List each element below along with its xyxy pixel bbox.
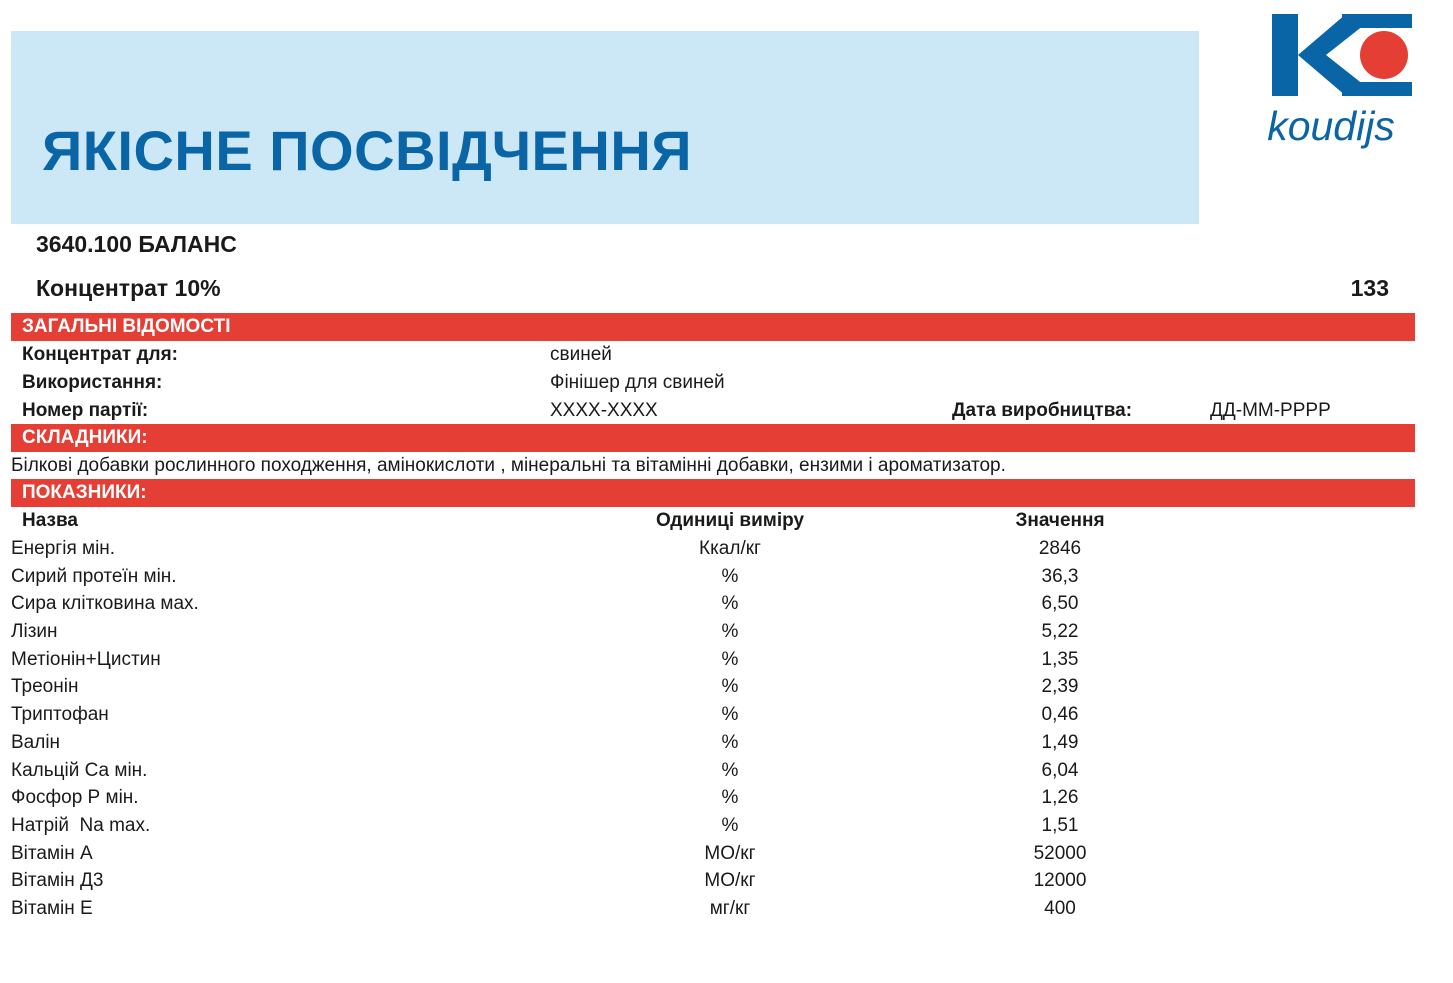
indicator-unit: МО/кг	[704, 842, 756, 864]
indicator-unit: %	[721, 814, 739, 836]
indicator-unit: %	[721, 759, 739, 781]
table-row	[0, 646, 1453, 674]
indicator-unit: %	[721, 676, 739, 698]
table-row	[0, 784, 1453, 812]
indicator-value: 12000	[1033, 870, 1087, 892]
indicator-unit: %	[721, 704, 739, 726]
column-header-name: Назва	[22, 510, 78, 531]
indicator-name: Вітамін А	[11, 842, 93, 864]
production-date-value: ДД-ММ-РРРР	[1210, 400, 1331, 421]
batch-value: XXXX-XXXX	[550, 400, 658, 421]
table-row	[0, 895, 1453, 923]
section-indicators-header: ПОКАЗНИКИ:	[11, 479, 1415, 507]
indicator-unit: %	[721, 593, 739, 615]
column-header-unit: Одиниці виміру	[655, 510, 805, 531]
indicator-value: 5,22	[1041, 621, 1079, 643]
indicator-name: Енергія мін.	[11, 538, 116, 559]
product-number: 133	[1350, 275, 1389, 301]
indicator-name: Триптофан	[11, 704, 109, 726]
section-ingredients-header: СКЛАДНИКИ:	[11, 424, 1415, 452]
indicator-value: 2,39	[1041, 676, 1079, 698]
indicator-unit: Ккал/кг	[699, 538, 761, 559]
indicator-value: 400	[1044, 897, 1076, 919]
product-code: 3640.100 БАЛАНС	[36, 231, 237, 257]
table-row	[0, 757, 1453, 785]
indicator-value: 2846	[1038, 538, 1082, 559]
table-row	[0, 618, 1453, 646]
table-row	[0, 729, 1453, 757]
indicator-value: 52000	[1033, 842, 1087, 864]
table-row	[0, 812, 1453, 840]
logo-wordmark: koudijs	[1267, 103, 1395, 149]
concentrate-for-label: Концентрат для:	[22, 344, 179, 365]
indicator-unit: %	[721, 731, 739, 753]
batch-label: Номер партії:	[22, 400, 149, 421]
indicator-name: Сирий протеїн мін.	[11, 565, 177, 587]
logo-mark-icon	[1246, 10, 1416, 102]
indicator-name: Фосфор Р мін.	[11, 787, 139, 809]
info-row-batch	[0, 397, 1453, 425]
indicator-name: Кальцій Са мін.	[11, 759, 148, 781]
indicator-name: Натрій Na max.	[11, 814, 151, 836]
indicator-value: 1,35	[1041, 648, 1079, 670]
indicator-value: 1,49	[1041, 731, 1079, 753]
info-row-usage	[0, 369, 1453, 397]
indicator-value: 0,46	[1041, 704, 1079, 726]
concentrate-for-value: свиней	[550, 344, 612, 365]
usage-label: Використання:	[22, 372, 163, 393]
table-row	[0, 701, 1453, 729]
koudijs-logo	[1246, 10, 1416, 155]
indicator-value: 6,50	[1041, 593, 1079, 615]
section-general-header: ЗАГАЛЬНІ ВІДОМОСТІ	[11, 313, 1415, 341]
document-title: ЯКІСНЕ ПОСВІДЧЕННЯ	[42, 119, 693, 182]
indicator-name: Метіонін+Цистин	[11, 648, 161, 670]
indicator-name: Треонін	[11, 676, 79, 698]
indicator-name: Вітамін Е	[11, 897, 93, 919]
indicator-value: 6,04	[1041, 759, 1079, 781]
table-row	[0, 590, 1453, 618]
info-row-concentrate	[0, 341, 1453, 369]
indicator-name: Сира клітковина мах.	[11, 593, 199, 615]
product-name: Концентрат 10%	[36, 275, 221, 301]
indicator-name: Валін	[11, 731, 61, 753]
indicator-value: 1,51	[1041, 814, 1079, 836]
indicators-table-header	[0, 507, 1453, 535]
column-header-value: Значення	[1015, 510, 1105, 531]
indicator-name: Вітамін Д3	[11, 870, 104, 892]
indicators-table-body	[0, 535, 1453, 923]
table-row	[0, 673, 1453, 701]
indicator-unit: МО/кг	[704, 870, 756, 892]
table-row	[0, 867, 1453, 895]
indicator-value: 36,3	[1041, 565, 1079, 587]
indicator-unit: %	[721, 565, 739, 587]
indicator-unit: %	[721, 648, 739, 670]
ingredients-text: Білкові добавки рослинного походження, амінокислоти , мінеральні та вітамінні добавки, ензими і ароматизатор.	[11, 455, 1006, 476]
table-row	[0, 840, 1453, 868]
usage-value: Фінішер для свиней	[550, 372, 725, 393]
indicator-unit: %	[721, 787, 739, 809]
table-row	[0, 535, 1453, 563]
header-banner	[11, 31, 1199, 224]
indicator-unit: мг/кг	[709, 897, 751, 919]
table-row	[0, 563, 1453, 591]
indicator-value: 1,26	[1041, 787, 1079, 809]
production-date-label: Дата виробництва:	[952, 400, 1133, 421]
indicator-unit: %	[721, 621, 739, 643]
indicator-name: Лізин	[11, 621, 58, 643]
